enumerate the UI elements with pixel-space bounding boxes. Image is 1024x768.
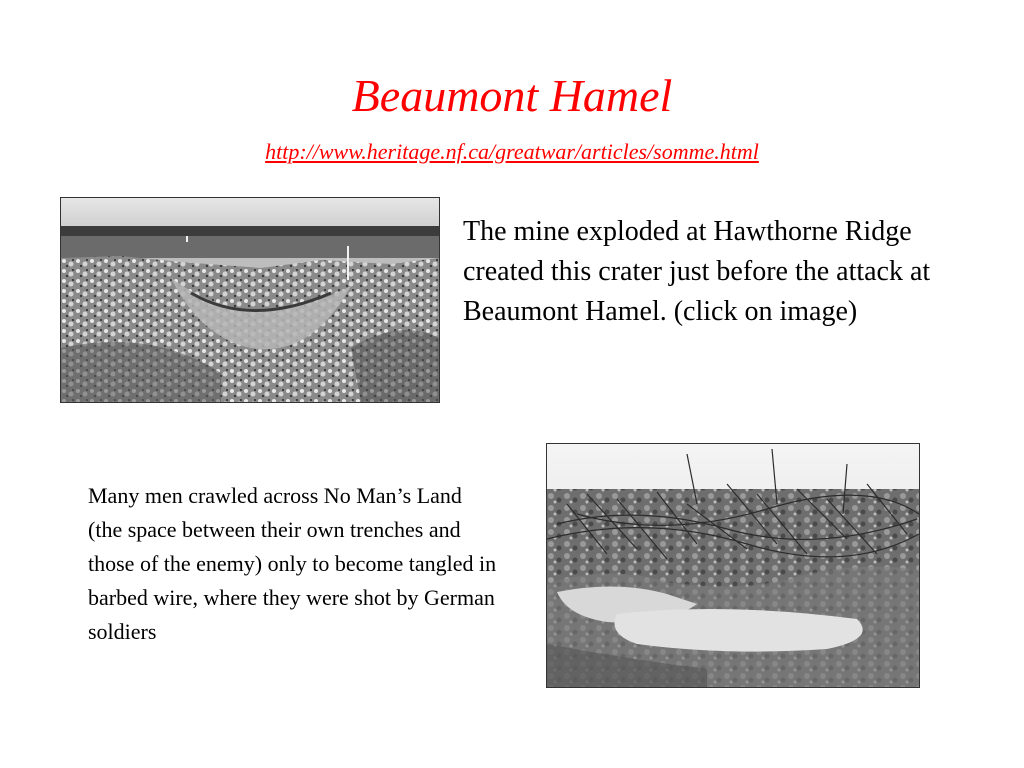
crater-photo-image (61, 198, 439, 402)
barbed-wire-photo (546, 443, 920, 688)
source-link[interactable]: http://www.heritage.nf.ca/greatwar/articles/somme.html (265, 139, 759, 164)
barbed-wire-caption: Many men crawled across No Man’s Land (the space between their own trenches and those of the enemy) only to become tangled in barbed wire, where they were shot by German soldiers (88, 483, 497, 644)
slide-title: Beaumont Hamel (351, 70, 673, 121)
crater-caption: The mine exploded at Hawthorne Ridge created this crater just before the attack at Beaumont Hamel. (click on image) (463, 216, 931, 327)
barbed-wire-photo-image (547, 444, 919, 687)
crater-photo[interactable] (60, 197, 440, 403)
